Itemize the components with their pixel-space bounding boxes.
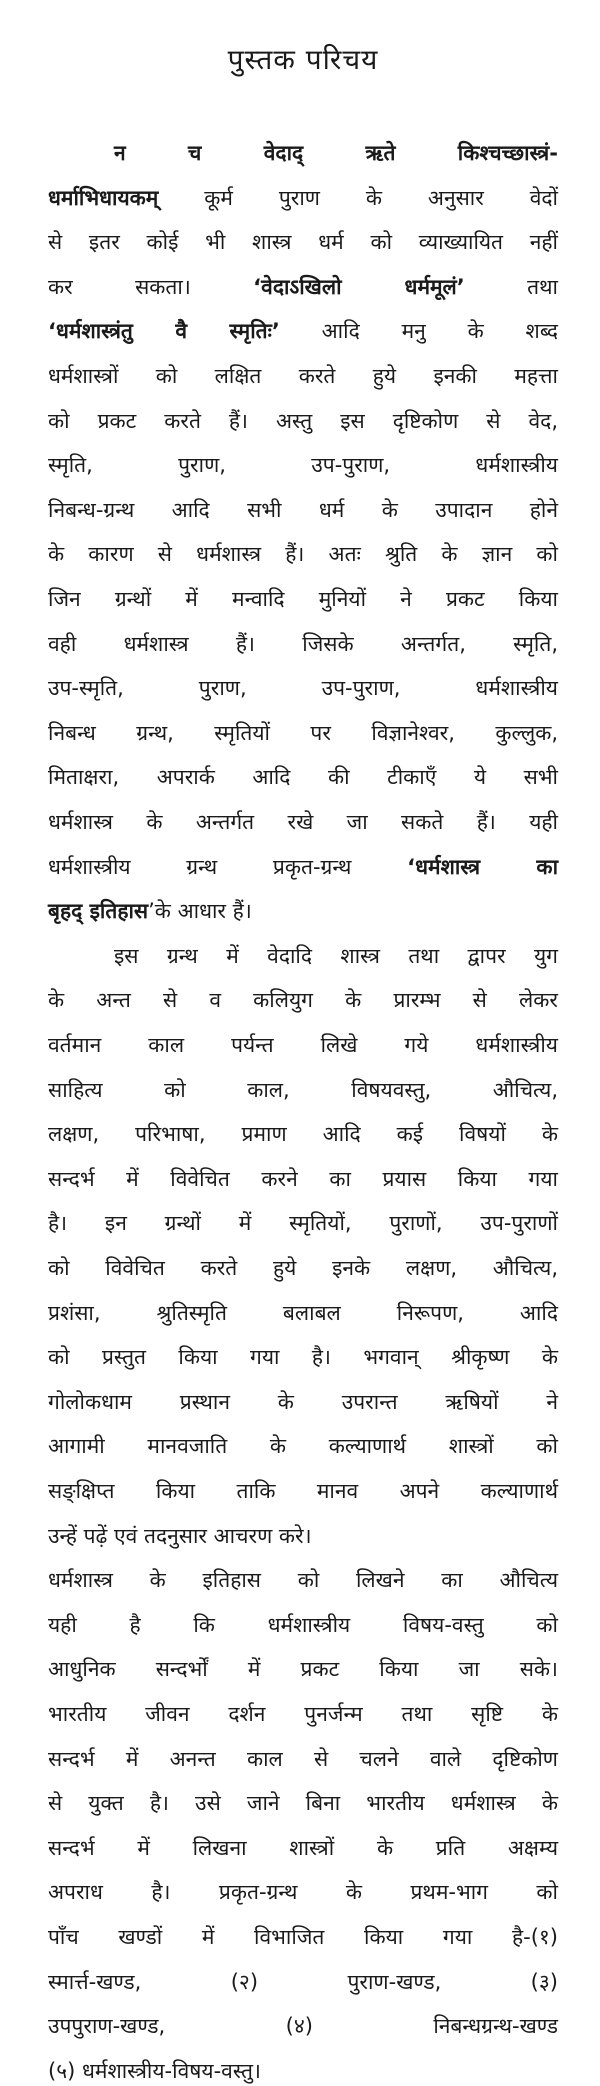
text-segment: वर्तमान काल पर्यन्त लिखे गये धर्मशास्त्रीय — [48, 1033, 558, 1057]
text-line — [48, 762, 558, 792]
text-line — [114, 941, 558, 971]
text-segment: उपपुराण-खण्ड, (४) निबन्धग्रन्थ-खण्ड — [48, 2014, 558, 2039]
text-segment: जिन ग्रन्थों में मन्वादि मुनियों ने प्रकट किया — [48, 587, 558, 611]
text-segment: धर्मशास्त्रीय ग्रन्थ प्रकृत-ग्रन्थ — [48, 854, 408, 879]
text-line — [48, 1208, 558, 1238]
text-line — [48, 1476, 558, 1506]
text-segment: इस ग्रन्थ में वेदादि शास्त्र तथा द्वापर युग — [114, 943, 558, 968]
text-line — [48, 1253, 558, 1283]
text-line — [48, 1119, 558, 1149]
text-line — [48, 1610, 558, 1640]
text-segment: (५) धर्मशास्त्रीय-विषय-वस्तु। — [48, 2058, 261, 2083]
text-line — [48, 1877, 558, 1907]
text-line — [114, 138, 558, 168]
page-title: पुस्तक परिचय — [227, 43, 379, 76]
text-line — [48, 629, 558, 659]
text-line — [48, 183, 558, 213]
bold-phrase: धर्माभिधायकम् — [48, 185, 159, 210]
text-line — [48, 1922, 558, 1952]
bold-phrase: ‘वेदाऽखिलो धर्ममूलं’ — [253, 274, 465, 299]
text-line — [48, 896, 558, 926]
text-segment: कूर्म पुराण के अनुसार वेदों — [158, 185, 558, 210]
text-segment: ’के आधार हैं। — [148, 899, 252, 924]
text-line — [48, 1967, 558, 1997]
text-line — [48, 1387, 558, 1417]
bold-phrase: बृहद् इतिहास — [48, 899, 149, 924]
text-segment: से युक्त है। उसे जाने बिना भारतीय धर्मशास्त्र के — [48, 1791, 558, 1816]
text-line — [48, 673, 558, 703]
text-segment: सन्दर्भ में विवेचित करने का प्रयास किया गया — [48, 1166, 558, 1191]
text-segment: को विवेचित करते हुये इनके लक्षण, औचित्य, — [48, 1256, 558, 1280]
text-segment: स्मार्त्त-खण्ड, (२) पुराण-खण्ड, (३) — [48, 1969, 558, 1994]
text-segment: सङ्क्षिप्त किया ताकि मानव अपने कल्याणार्थ — [48, 1479, 558, 1503]
text-segment: भारतीय जीवन दर्शन पुनर्जन्म तथा सृष्टि के — [48, 1702, 558, 1726]
text-line — [48, 2056, 558, 2086]
text-line — [48, 406, 558, 436]
text-line — [48, 1788, 558, 1818]
text-segment: वही धर्मशास्त्र हैं। जिसके अन्तर्गत, स्मृति, — [48, 631, 558, 656]
text-segment: धर्मशास्त्र के अन्तर्गत रखे जा सकते हैं। यही — [48, 810, 558, 834]
text-segment: उप-स्मृति, पुराण, उप-पुराण, धर्मशास्त्रीय — [48, 676, 558, 701]
text-line — [48, 1075, 558, 1105]
text-segment: पाँच खण्डों में विभाजित किया गया है-(१) — [48, 1925, 558, 1949]
text-segment: के कारण से धर्मशास्त्र हैं। अतः श्रुति के ज्ञान को — [48, 542, 558, 567]
text-line — [48, 539, 558, 569]
text-line — [48, 1744, 558, 1774]
text-segment: लक्षण, परिभाषा, प्रमाण आदि कई विषयों के — [48, 1122, 558, 1147]
text-line — [48, 1342, 558, 1372]
text-segment: स्मृति, पुराण, उप-पुराण, धर्मशास्त्रीय — [48, 453, 558, 478]
text-segment: को प्रस्तुत किया गया है। भगवान् श्रीकृष्ण के — [48, 1345, 558, 1370]
text-line — [48, 1699, 558, 1729]
text-line — [48, 1431, 558, 1461]
text-segment: प्रशंसा, श्रुतिस्मृति बलाबल निरूपण, आदि — [48, 1300, 558, 1325]
text-line — [48, 361, 558, 391]
text-segment: कर सकता। — [48, 274, 254, 299]
text-line — [48, 272, 558, 302]
text-line — [48, 227, 558, 257]
text-line — [48, 718, 558, 748]
text-segment: से इतर कोई भी शास्त्र धर्म को व्याख्यायित नहीं — [48, 230, 558, 255]
text-line — [48, 495, 558, 525]
text-line — [48, 584, 558, 614]
text-segment: आधुनिक सन्दर्भों में प्रकट किया जा सके। — [48, 1657, 558, 1682]
text-segment: उन्हें पढ़ें एवं तदनुसार आचरण करे। — [48, 1523, 312, 1548]
text-line — [48, 450, 558, 480]
text-segment: आदि मनु के शब्द — [279, 319, 558, 344]
text-segment: आगामी मानवजाति के कल्याणार्थ शास्त्रों को — [48, 1434, 558, 1459]
text-line — [48, 1298, 558, 1328]
text-line — [48, 1654, 558, 1684]
text-segment: साहित्य को काल, विषयवस्तु, औचित्य, — [48, 1077, 558, 1102]
text-line — [48, 1164, 558, 1194]
bold-phrase: ‘धर्मशास्त्र का — [407, 854, 559, 879]
text-segment: अपराध है। प्रकृत-ग्रन्थ के प्रथम-भाग को — [48, 1880, 558, 1905]
text-segment: मिताक्षरा, अपरार्क आदि की टीकाएँ ये सभी — [48, 765, 558, 790]
text-segment: निबन्ध ग्रन्थ, स्मृतियों पर विज्ञानेश्वर, कुल्लुक, — [48, 720, 558, 745]
text-line — [48, 1521, 558, 1551]
text-line — [48, 1030, 558, 1060]
text-line — [48, 1565, 558, 1595]
text-line — [48, 852, 558, 882]
bold-phrase: ‘धर्मशास्त्रंतु वै स्मृतिः’ — [48, 319, 280, 344]
text-segment: यही है कि धर्मशास्त्रीय विषय-वस्तु को — [48, 1612, 558, 1637]
text-line — [48, 2011, 558, 2041]
text-segment: निबन्ध-ग्रन्थ आदि सभी धर्म के उपादान होने — [48, 497, 558, 522]
text-segment: सन्दर्भ में अनन्त काल से चलने वाले दृष्टिकोण — [48, 1746, 558, 1771]
text-segment: को प्रकट करते हैं। अस्तु इस दृष्टिकोण से वेद, — [48, 408, 558, 433]
text-line — [48, 985, 558, 1015]
text-line — [48, 1833, 558, 1863]
text-line — [48, 807, 558, 837]
text-segment: सन्दर्भ में लिखना शास्त्रों के प्रति अक्षम्य — [48, 1835, 558, 1860]
text-line — [48, 316, 558, 346]
text-segment: के अन्त से व कलियुग के प्रारम्भ से लेकर — [48, 988, 558, 1013]
text-segment: तथा — [464, 274, 558, 299]
text-segment: है। इन ग्रन्थों में स्मृतियों, पुराणों, उप-पुराणों — [48, 1211, 558, 1236]
text-segment: धर्मशास्त्रों को लक्षित करते हुये इनकी महत्ता — [48, 364, 558, 388]
bold-phrase: न च वेदाद् ऋते किश्चच्छास्त्रं- — [114, 141, 558, 165]
text-segment: धर्मशास्त्र के इतिहास को लिखने का औचित्य — [48, 1568, 558, 1593]
text-segment: गोलोकधाम प्रस्थान के उपरान्त ऋषियों ने — [48, 1389, 558, 1414]
